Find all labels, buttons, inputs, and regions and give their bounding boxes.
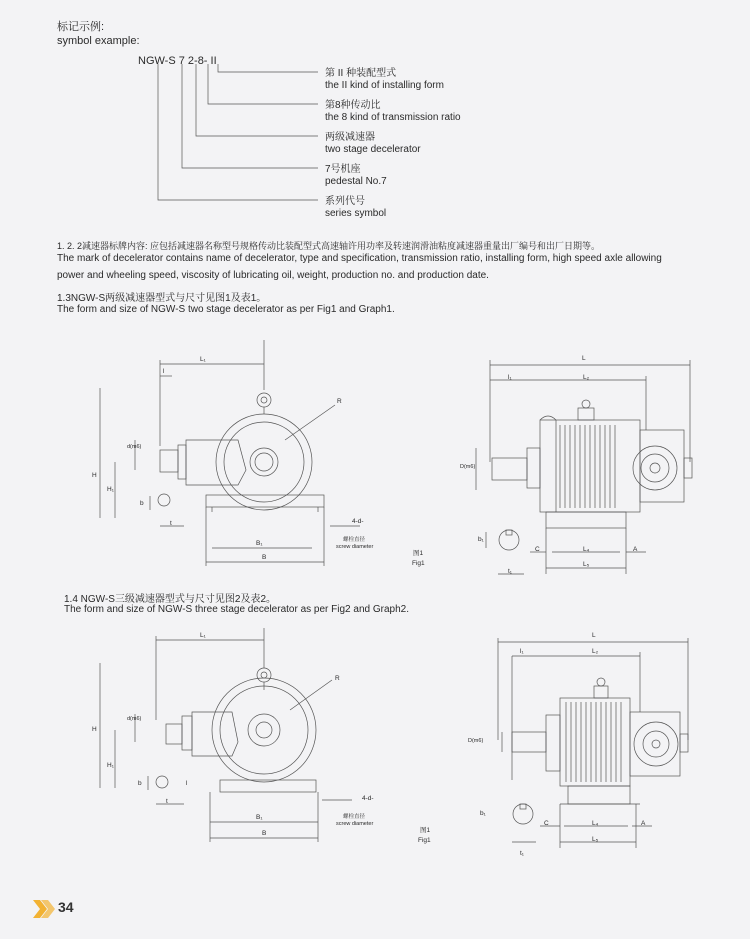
item-4-en: pedestal No.7 [325, 176, 387, 187]
fig2-H1: H₁ [107, 762, 114, 769]
fig2-screw-en: screw diameter [336, 821, 374, 827]
fig1-R: R [337, 398, 342, 405]
fig2-R: R [335, 675, 340, 682]
fig2-D: D(m6) [468, 738, 484, 744]
para-1-3-en: The form and size of NGW-S two stage decelerator as per Fig1 and Graph1. [57, 304, 395, 315]
cn-title: 标记示例: [57, 21, 105, 33]
item-2-en: the 8 kind of transmission ratio [325, 112, 461, 123]
item-5-cn: 系列代号 [325, 196, 365, 207]
fig1-L2: L₂ [583, 374, 590, 381]
fig1-H: H [92, 472, 97, 479]
fig1-cooling-fins [560, 425, 615, 508]
fig2-b: b [138, 780, 142, 787]
fig2-front-view [100, 628, 352, 842]
fig2-d: d(m6) [127, 716, 142, 722]
page-number: 34 [58, 899, 74, 915]
fig2-L4: L₄ [592, 820, 599, 827]
fig2-A: A [641, 820, 646, 827]
fig1-b1: b₁ [478, 536, 484, 543]
fig1-L5: L₅ [583, 561, 590, 568]
fig2-C: C [544, 820, 549, 827]
fig1-A: A [633, 546, 638, 553]
fig2-caption-en: Fig1 [418, 837, 431, 844]
item-3-en: two stage decelerator [325, 144, 421, 155]
fig2-L: L [592, 632, 596, 639]
fig1-B1: B₁ [256, 540, 263, 547]
fig1-L1: L₁ [200, 356, 206, 363]
fig1-bolt: 4-d- [352, 518, 364, 525]
en-title: symbol example: [57, 35, 140, 47]
fig2-b1: b₁ [480, 810, 486, 817]
para-1-3-cn: 1.3NGW-S两级减速器型式与尺寸见图1及表1。 [57, 293, 267, 304]
fig1-d: d(m6) [127, 444, 142, 450]
fig1-C: C [535, 546, 540, 553]
fig2-screw-cn: 螺栓直径 [343, 814, 366, 820]
fig2-L5: L₅ [592, 836, 599, 843]
fig2-caption-cn: 图1 [420, 827, 431, 834]
fig2-B1: B₁ [256, 814, 263, 821]
fig1-side-view [476, 360, 692, 574]
item-1-en: the II kind of installing form [325, 80, 444, 91]
fig2-L2: L₂ [592, 648, 599, 655]
fig1-H1: H₁ [107, 486, 114, 493]
fig2-H: H [92, 726, 97, 733]
para-1-2-cn: 1. 2. 2减速器标牌内容: 应包括减速器名称型号规格传动比装配型式高速轴许用功率及转速润滑油粘度减速器重量出厂编号和出厂日期等。 [57, 241, 601, 251]
fig2-l1: l₁ [520, 648, 524, 655]
item-4-cn: 7号机座 [325, 164, 361, 175]
fig1-t1: t₁ [508, 568, 512, 575]
fig1-L: L [582, 355, 586, 362]
footer-chevron-icon [33, 900, 55, 918]
fig2-cooling-fins [566, 702, 621, 782]
fig1-D: D(m6) [460, 464, 476, 470]
para-1-4-en: The form and size of NGW-S three stage decelerator as per Fig2 and Graph2. [64, 604, 409, 615]
fig1-screw-cn: 螺栓直径 [343, 537, 366, 543]
fig2-B: B [262, 830, 267, 837]
para-1-4-cn: 1.4 NGW-S三级减速器型式与尺寸见图2及表2。 [64, 594, 277, 605]
fig1-caption-en: Fig1 [412, 560, 425, 567]
fig2-t: t [166, 798, 168, 805]
fig2-t1: t₁ [520, 850, 524, 857]
fig1-B: B [262, 554, 267, 561]
item-5-en: series symbol [325, 208, 387, 219]
para-1-2-en1: The mark of decelerator contains name of decelerator, type and specification, transmission ratio, installing form, high speed axle allowing [57, 253, 662, 264]
fig1-b: b [140, 500, 144, 507]
fig1-t: t [170, 520, 172, 527]
fig1-front-view [100, 340, 360, 566]
item-2-cn: 第8种传动比 [325, 100, 381, 111]
item-3-cn: 两级减速器 [325, 132, 375, 143]
fig1-L4: L₄ [583, 546, 590, 553]
fig1-l1: l₁ [508, 374, 512, 381]
fig1-screw-en: screw diameter [336, 544, 374, 550]
fig2-bolt: 4-d- [362, 795, 374, 802]
item-1-cn: 第 II 种装配型式 [325, 68, 397, 79]
fig2-L1: L₁ [200, 632, 206, 639]
fig2-l: l [186, 780, 188, 787]
symbol-bracket-lines [158, 64, 318, 200]
fig2-side-view [498, 638, 688, 848]
fig1-caption-cn: 图1 [413, 550, 424, 557]
symbol-code: NGW-S 7 2-8- II [138, 55, 217, 67]
fig1-l: l [163, 368, 165, 375]
para-1-2-en2: power and wheeling speed, viscosity of lubricating oil, weight, production no. and production date. [57, 270, 489, 281]
